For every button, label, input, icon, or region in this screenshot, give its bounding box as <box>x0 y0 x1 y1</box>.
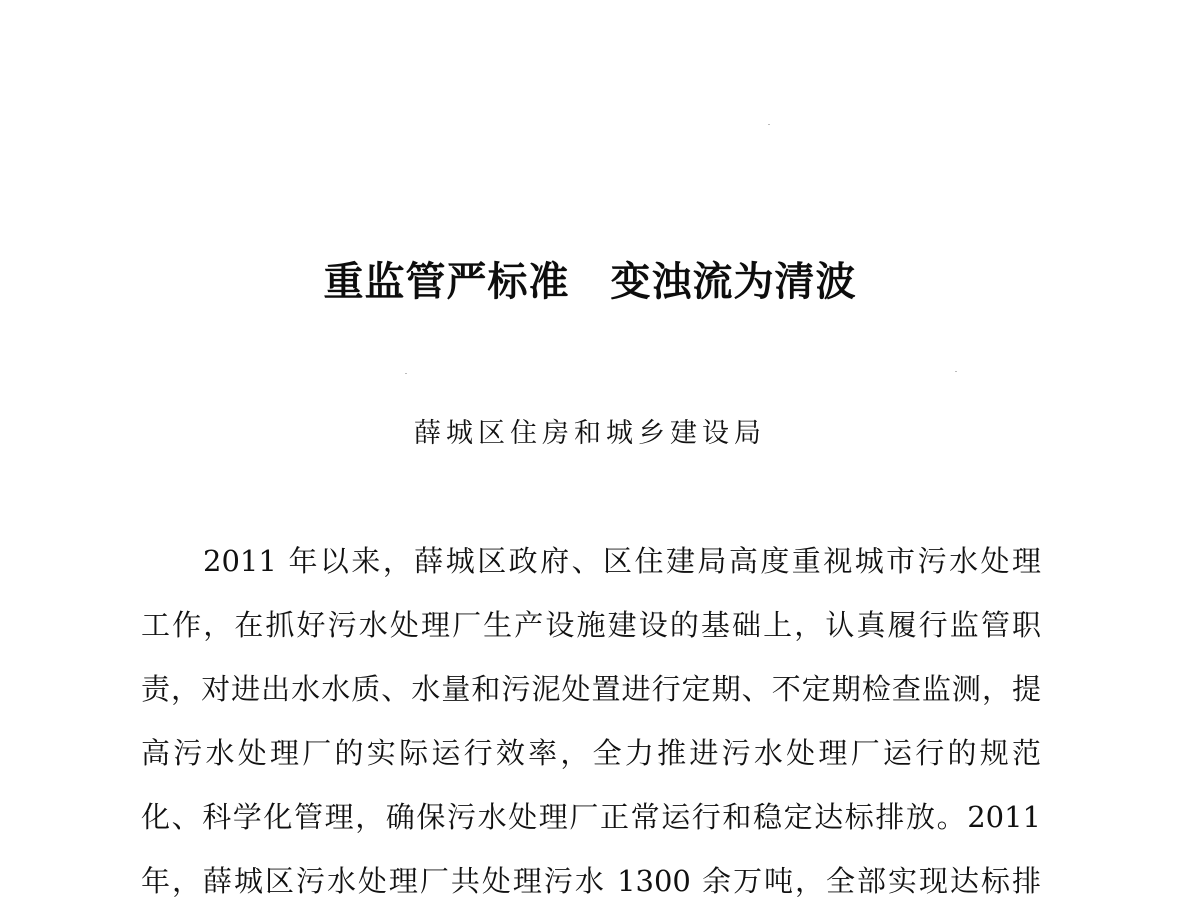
body-line: 高污水处理厂的实际运行效率，全力推进污水处理厂运行的规范 <box>141 736 1041 770</box>
body-line: 2011 年以来，薛城区政府、区住建局高度重视城市污水处理 <box>203 544 1041 578</box>
scan-speck <box>768 124 770 125</box>
body-paragraph <box>141 536 1041 920</box>
scan-speck <box>955 371 957 372</box>
document-author: 薛城区住房和城乡建设局 <box>414 418 766 449</box>
body-line: 工作，在抓好污水处理厂生产设施建设的基础上，认真履行监管职 <box>141 608 1041 642</box>
body-line: 责，对进出水水质、水量和污泥处置进行定期、不定期检查监测，提 <box>141 672 1041 706</box>
document-title: 重监管严标准 变浊流为清波 <box>323 259 857 305</box>
body-line: 化、科学化管理，确保污水处理厂正常运行和稳定达标排放。2011 <box>141 800 1041 834</box>
scan-speck <box>405 373 407 374</box>
body-line: 年，薛城区污水处理厂共处理污水 1300 余万吨，全部实现达标排 <box>141 864 1041 898</box>
